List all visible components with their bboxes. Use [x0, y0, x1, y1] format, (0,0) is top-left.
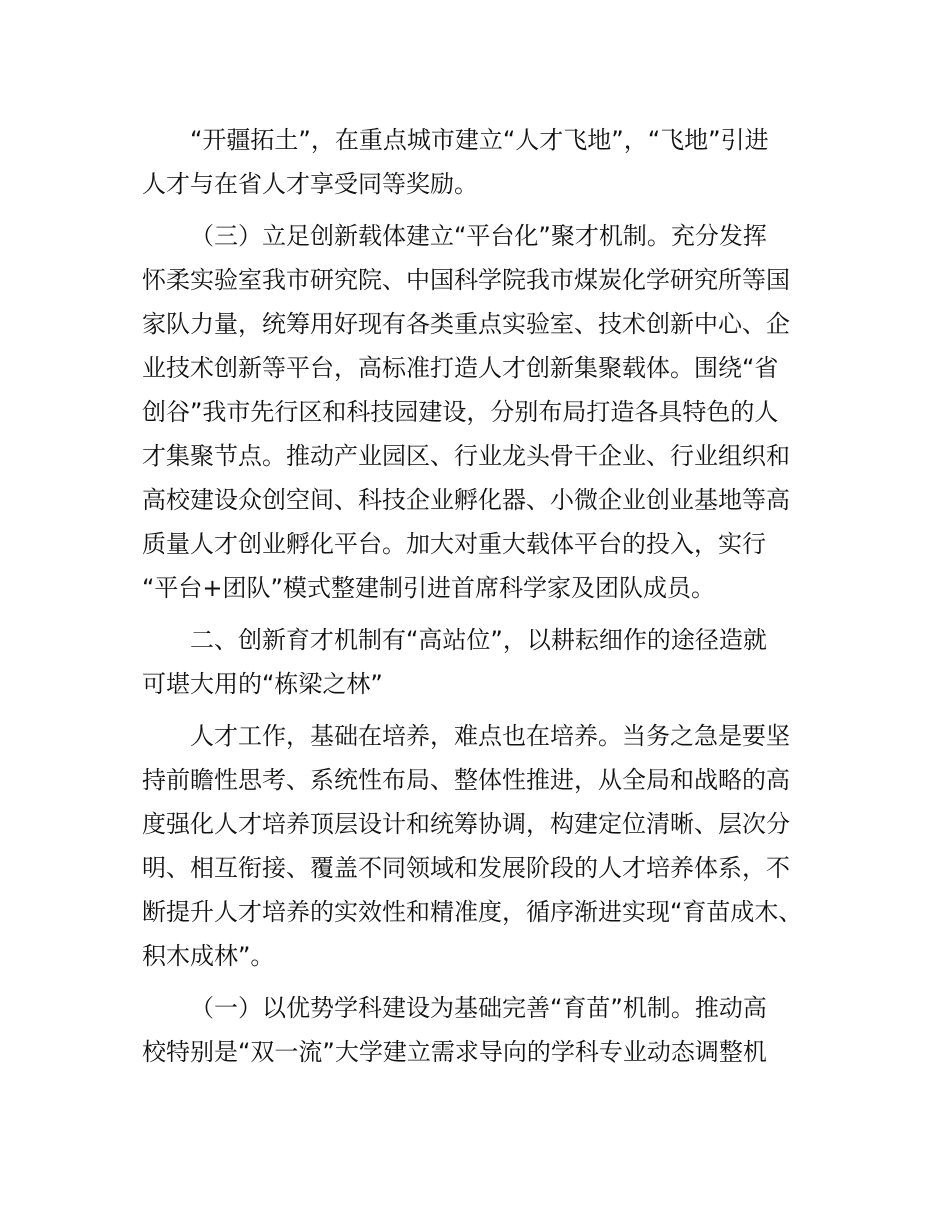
text-line-21: 校特别是“双一流”大学建立需求导向的学科专业动态调整机 [142, 1038, 767, 1066]
text-line-4: 怀柔实验室我市研究院、中国科学院我市煤炭化学研究所等国 [142, 266, 790, 294]
text-line-14: 人才工作，基础在培养，难点也在培养。当务之急是要坚 [190, 722, 790, 750]
text-line-7: 创谷”我市先行区和科技园建设，分别布局打造各具特色的人 [142, 398, 779, 426]
text-line-2: 人才与在省人才享受同等奖励。 [142, 170, 478, 198]
text-line-19: 积木成林”。 [142, 942, 275, 970]
text-line-15: 持前瞻性思考、系统性布局、整体性推进，从全局和战略的高 [142, 766, 790, 794]
text-line-17: 明、相互衔接、覆盖不同领域和发展阶段的人才培养体系，不 [142, 854, 790, 882]
text-line-10: 质量人才创业孵化平台。加大对重大载体平台的投入，实行 [142, 530, 766, 558]
text-line-16: 度强化人才培养顶层设计和统筹协调，构建定位清晰、层次分 [142, 810, 790, 838]
text-line-11: “平台+团队”模式整建制引进首席科学家及团队成员。 [142, 574, 715, 602]
text-line-3: （三）立足创新载体建立“平台化”聚才机制。充分发挥 [190, 222, 767, 250]
text-line-20: （一）以优势学科建设为基础完善“育苗”机制。推动高 [190, 994, 767, 1022]
section-heading-line-2: 可堪大用的“栋梁之林” [142, 670, 383, 698]
text-line-5: 家队力量，统筹用好现有各类重点实验室、技术创新中心、企 [142, 310, 790, 338]
text-line-6: 业技术创新等平台，高标准打造人才创新集聚载体。围绕“省 [142, 354, 779, 382]
text-line-1: “开疆拓土”，在重点城市建立“人才飞地”，“飞地”引进 [190, 126, 769, 154]
text-line-8: 才集聚节点。推动产业园区、行业龙头骨干企业、行业组织和 [142, 442, 790, 470]
text-line-9: 高校建设众创空间、科技企业孵化器、小微企业创业基地等高 [142, 486, 790, 514]
text-line-18: 断提升人才培养的实效性和精准度，循序渐进实现“育苗成木、 [142, 898, 803, 926]
section-heading-line-1: 二、创新育才机制有“高站位”，以耕耘细作的途径造就 [190, 626, 767, 654]
